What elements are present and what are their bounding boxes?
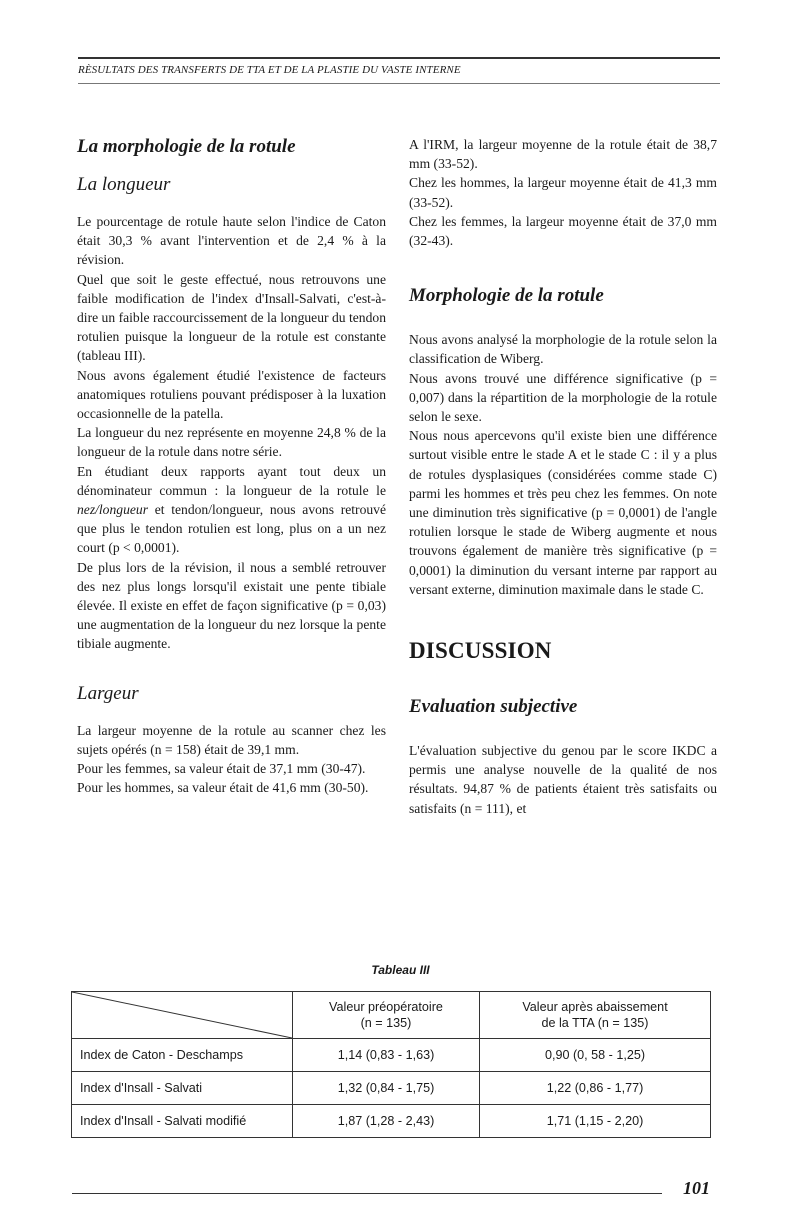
table-header-row bbox=[72, 992, 711, 1039]
paragraph: Nous avons trouvé une différence significative (p = 0,007) dans la répartition de la morphologie de la rotule selon le sexe. bbox=[409, 370, 717, 425]
left-column bbox=[77, 135, 386, 797]
running-head: RÈSULTATS DES TRANSFERTS DE TTA ET DE LA PLASTIE DU VASTE INTERNE bbox=[78, 64, 461, 76]
section-heading-evaluation: Evaluation subjective bbox=[409, 696, 578, 718]
row-pre-value: 1,87 (1,28 - 2,43) bbox=[293, 1105, 480, 1138]
subsection-heading-longueur: La longueur bbox=[77, 174, 171, 195]
top-rule-thick bbox=[78, 57, 720, 59]
page-number: 101 bbox=[683, 1178, 710, 1198]
header-post bbox=[480, 992, 711, 1039]
subsection-heading-largeur: Largeur bbox=[77, 682, 139, 704]
top-rule-thin bbox=[78, 83, 720, 84]
diagonal-header-cell bbox=[72, 992, 293, 1039]
row-post-value: 0,90 (0, 58 - 1,25) bbox=[480, 1039, 711, 1072]
paragraph: Pour les hommes, sa valeur était de 41,6 mm (30-50). bbox=[77, 780, 369, 796]
header-post-line1: Valeur après abaissement bbox=[522, 1000, 668, 1014]
paragraph: Pour les femmes, sa valeur était de 37,1 mm (30-47). bbox=[77, 761, 366, 777]
text-span: et tendon/longueur, nous avons retrouvé que plus le tendon rotulien est long, plus on a un nez court (p < 0,0001). bbox=[77, 502, 386, 556]
paragraph: L'évaluation subjective du genou par le score IKDC a permis une analyse nouvelle de la qualité de nos résultats. 94,87 % de patients étaient très satisfaits ou satisfaits (n = 111), et bbox=[409, 743, 717, 816]
paragraph bbox=[77, 462, 386, 558]
section-heading-morphologie-rotule: Morphologie de la rotule bbox=[409, 285, 604, 307]
diagonal-line bbox=[72, 992, 292, 1038]
paragraph: Nous avons également étudié l'existence de facteurs anatomiques rotuliens pouvant prédisposer à la luxation occasionnelle de la patella. bbox=[77, 367, 386, 422]
paragraph: Le pourcentage de rotule haute selon l'indice de Caton était 30,3 % avant l'intervention et de 2,4 % à la révision. bbox=[77, 214, 386, 268]
table-caption: Tableau III bbox=[371, 963, 430, 977]
paragraph: De plus lors de la révision, il nous a semblé retrouver des nez plus longs lorsqu'il existait une pente tibiale élevée. Il existe en effet de façon significative (p = 0,03) une augmentation de la longueur du nez lorsque la pente tibiale augmente. bbox=[77, 559, 386, 652]
row-pre-value: 1,32 (0,84 - 1,75) bbox=[293, 1072, 480, 1105]
row-post-value: 1,22 (0,86 - 1,77) bbox=[480, 1072, 711, 1105]
row-label: Index d'Insall - Salvati bbox=[72, 1072, 293, 1105]
row-label: Index de Caton - Deschamps bbox=[72, 1039, 293, 1072]
row-pre-value: 1,14 (0,83 - 1,63) bbox=[293, 1039, 480, 1072]
right-column bbox=[409, 135, 717, 818]
paragraph: Chez les hommes, la largeur moyenne était de 41,3 mm (33-52). bbox=[409, 175, 717, 210]
header-preop-line2: (n = 135) bbox=[360, 1016, 412, 1030]
text-span: En étudiant deux rapports ayant tout deux un dénominateur commun : la longueur de la rotule le bbox=[77, 463, 386, 498]
data-table bbox=[71, 991, 711, 1138]
table-row bbox=[72, 1039, 711, 1072]
section-heading-morphologie: La morphologie de la rotule bbox=[77, 136, 296, 157]
paragraph: Nous avons analysé la morphologie de la rotule selon la classification de Wiberg. bbox=[409, 332, 717, 367]
section-heading-discussion: DISCUSSION bbox=[409, 638, 552, 664]
header-preop-line1: Valeur préopératoire bbox=[329, 1000, 443, 1014]
table-row bbox=[72, 1105, 711, 1138]
header-post-line2: de la TTA (n = 135) bbox=[541, 1016, 649, 1030]
bottom-rule bbox=[72, 1193, 662, 1194]
paragraph: La longueur du nez représente en moyenne 24,8 % de la longueur de la rotule dans notre série. bbox=[77, 425, 386, 460]
paragraph: Nous nous apercevons qu'il existe bien une différence surtout visible entre le stade A et le stade C : il y a plus de rotules dysplasiques (considérées comme stade C) parmi les hommes et très peu chez les femmes. On note une diminution très significative (p = 0,0001) de l'angle rotulien lorsque le stade de Wiberg augmente et nous trouvons également de manière très significative (p = 0,0001) la diminution du versant interne par rapport au versant externe, diminution maximale dans le stade C. bbox=[409, 428, 717, 597]
paragraph: Quel que soit le geste effectué, nous retrouvons une faible modification de l'index d'Insall-Salvati, c'est-à-dire un faible raccourcissement de la longueur du tendon rotulien puisque la longueur de la rotule est constante (tableau III). bbox=[77, 271, 386, 364]
header-preop bbox=[293, 992, 480, 1039]
paragraph: La largeur moyenne de la rotule au scanner chez les sujets opérés (n = 158) était de 39,1 mm. bbox=[77, 722, 386, 757]
paragraph: A l'IRM, la largeur moyenne de la rotule était de 38,7 mm (33-52). bbox=[409, 137, 717, 172]
row-label: Index d'Insall - Salvati modifié bbox=[72, 1105, 293, 1138]
italic-term: nez/longueur bbox=[77, 502, 148, 518]
row-post-value: 1,71 (1,15 - 2,20) bbox=[480, 1105, 711, 1138]
paragraph: Chez les femmes, la largeur moyenne était de 37,0 mm (32-43). bbox=[409, 213, 717, 249]
table-row bbox=[72, 1072, 711, 1105]
